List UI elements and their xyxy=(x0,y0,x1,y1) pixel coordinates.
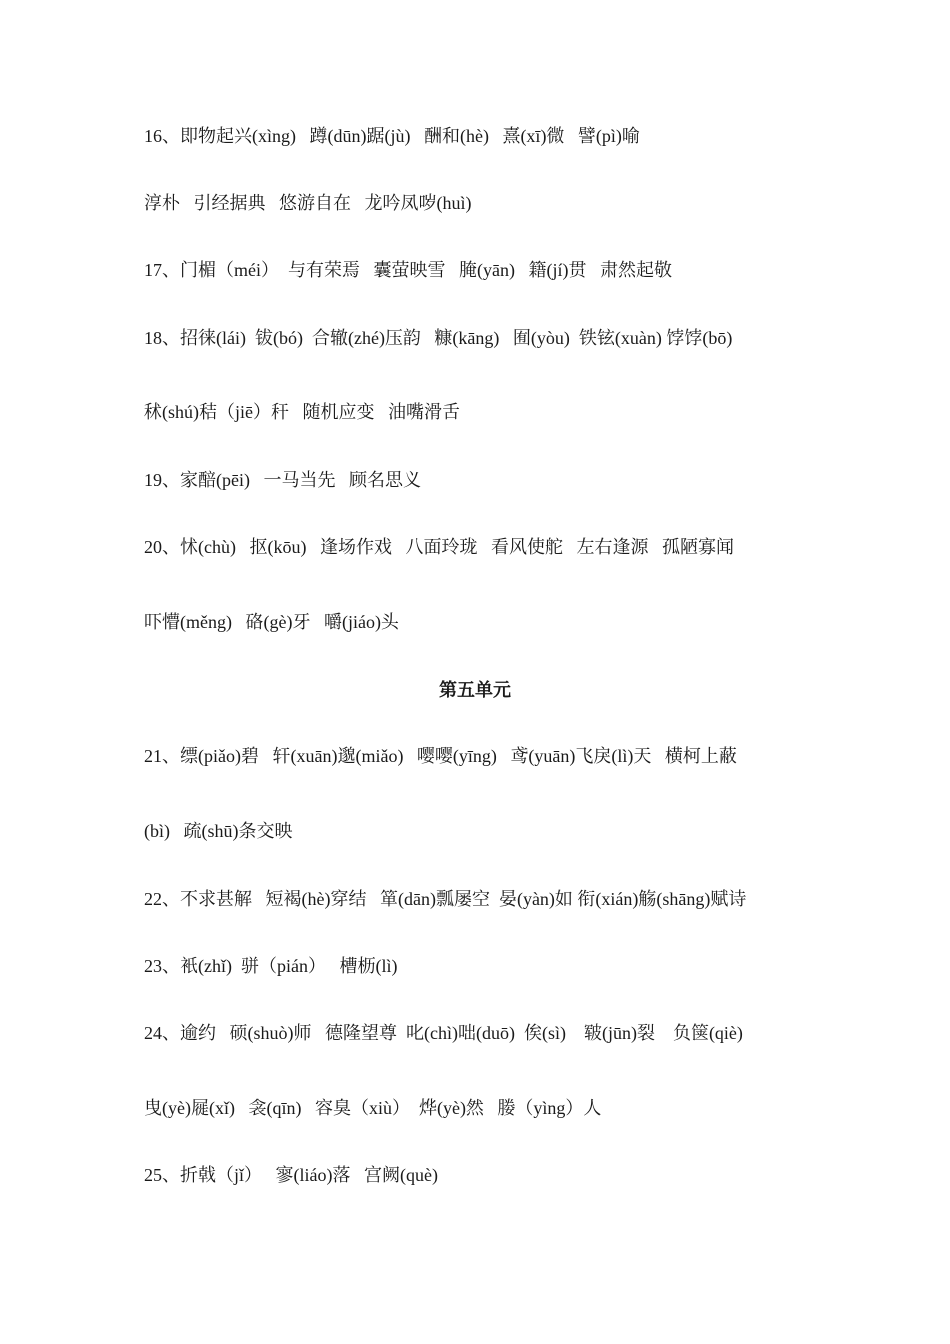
vocab-line-24b: 曳(yè)屣(xǐ) 衾(qīn) 容臭（xiù） 烨(yè)然 媵（yìng）人 xyxy=(144,1098,602,1118)
vocab-line-20a: 20、怵(chù) 抠(kōu) 逢场作戏 八面玲珑 看风使舵 左右逢源 孤陋寡闻 xyxy=(144,537,734,557)
vocab-line-16b: 淳朴 引经据典 悠游自在 龙吟凤哕(huì) xyxy=(144,193,472,213)
vocab-line-21b: (bì) 疏(shū)条交映 xyxy=(144,821,293,841)
vocab-line-22: 22、不求甚解 短褐(hè)穿结 箪(dān)瓢屡空 晏(yàn)如 衔(xián)觞(shāng)赋诗 xyxy=(144,889,747,909)
vocab-line-18a: 18、招徕(lái) 钹(bó) 合辙(zhé)压韵 糠(kāng) 囿(yòu) 铁铉(xuàn) 饽饽(bō) xyxy=(144,328,733,348)
vocab-line-17: 17、门楣（méi） 与有荣焉 囊萤映雪 腌(yān) 籍(jí)贯 肃然起敬 xyxy=(144,260,672,280)
vocab-line-24a: 24、逾约 硕(shuò)师 德隆望尊 叱(chì)咄(duō) 俟(sì) 皲(jūn)裂 负箧(qiè) xyxy=(144,1023,743,1043)
vocab-line-25: 25、折戟（jǐ） 寥(liáo)落 宫阙(què) xyxy=(144,1165,438,1185)
vocab-line-20b: 吓懵(měng) 硌(gè)牙 嚼(jiáo)头 xyxy=(144,612,399,632)
section-heading: 第五单元 xyxy=(439,680,511,700)
vocab-line-16a: 16、即物起兴(xìng) 蹲(dūn)踞(jù) 酬和(hè) 熹(xī)微 譬(pì)喻 xyxy=(144,126,640,146)
vocab-line-21a: 21、缥(piǎo)碧 轩(xuān)邈(miǎo) 嘤嘤(yīng) 鸢(yuān)飞戾(lì)天 横柯上蔽 xyxy=(144,746,737,766)
vocab-line-19: 19、家醅(pēi) 一马当先 顾名思义 xyxy=(144,470,421,490)
vocab-line-23: 23、衹(zhǐ) 骈（pián） 槽枥(lì) xyxy=(144,956,398,976)
vocab-line-18b: 秫(shú)秸（jiē）秆 随机应变 油嘴滑舌 xyxy=(144,402,460,422)
